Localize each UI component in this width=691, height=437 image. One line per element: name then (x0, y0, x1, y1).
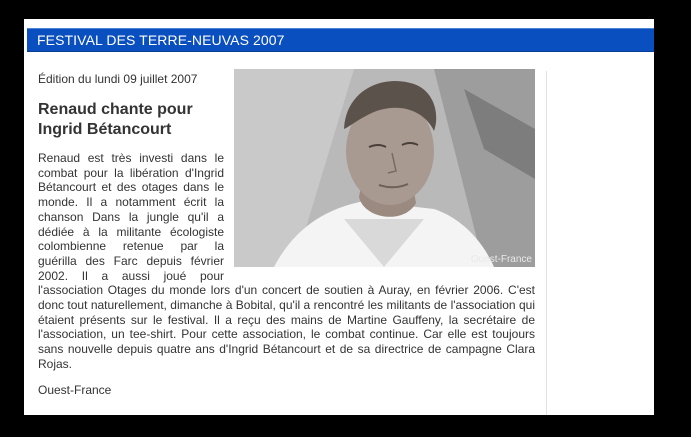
article-source: Ouest-France (38, 382, 112, 397)
banner-title: FESTIVAL DES TERRE-NEUVAS 2007 (37, 32, 285, 48)
photo-credit: Ouest-France (470, 254, 532, 265)
article-photo (234, 69, 535, 267)
edition-date: Édition du lundi 09 juillet 2007 (38, 72, 198, 86)
article-frame (24, 19, 654, 415)
portrait-illustration (234, 69, 535, 267)
article (38, 69, 535, 397)
festival-banner (27, 28, 654, 52)
article-body: Renaud est très investi dans le combat pour la libération d'Ingrid Bétancourt et des otages dans le monde. Il a notamment écrit la chanson Dans la jungle qu'il a dédiée à la militante écologiste colombienne retenue par la guérilla des Farc depuis février 2002. Il a aussi joué pour l'association Otages du monde lors d'un concert de soutien à Auray, en février 2006. C'est donc tout naturellement, dimanche à Bobital, qu'il a rencontré les militants de l'association qui étaient présents sur le festival. Il a reçu des mains de Martine Gauffeny, la secrétaire de l'association, un tee-shirt. Pour cette association, le combat continue. Car elle est toujours sans nouvelle depuis quatre ans d'Ingrid Bétancourt et de sa directrice de campagne Clara Rojas. (38, 151, 535, 371)
column-divider (546, 71, 547, 415)
article-headline: Renaud chante pour Ingrid Bétancourt (38, 101, 193, 138)
